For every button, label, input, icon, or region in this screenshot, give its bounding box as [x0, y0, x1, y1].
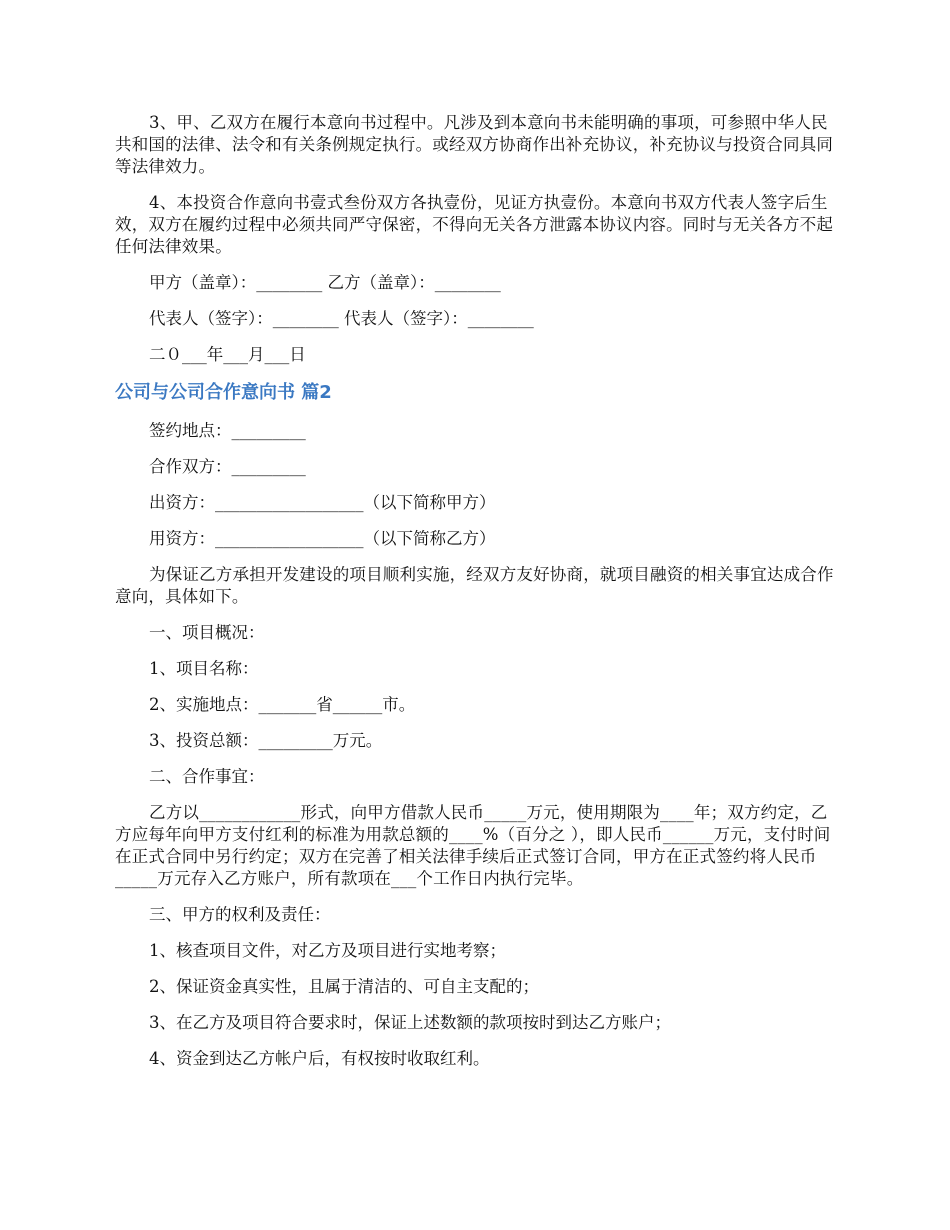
overview-heading: 一、项目概况：	[149, 623, 265, 642]
borrower-line: 用资方：__________________（以下简称乙方）	[149, 529, 496, 548]
intro-paragraph: 为保证乙方承担开发建设的项目顺利实施，经双方友好协商，就项目融资的相关事宜达成合作意向，具体如下。	[115, 565, 834, 606]
overview-item: 2、实施地点：_______省______市。	[149, 695, 416, 714]
rights-item: 3、在乙方及项目符合要求时，保证上述数额的款项按时到达乙方账户；	[149, 1013, 671, 1032]
rights-item: 4、资金到达乙方帐户后，有权按时收取红利。	[149, 1049, 490, 1068]
rights-heading: 三、甲方的权利及责任：	[149, 905, 331, 924]
matters-heading: 二、合作事宜：	[149, 767, 265, 786]
clause-4: 4、本投资合作意向书壹式叁份双方各执壹份，见证方执壹份。本意向书双方代表人签字后生效，双方在履约过程中必须共同严守保密，不得向无关各方泄露本协议内容。同时与无关各方不起任何法律效果。	[115, 193, 834, 256]
document-content	[115, 112, 835, 1084]
signature-line: 代表人（签字）：________ 代表人（签字）：________	[149, 309, 534, 328]
rights-item: 1、核查项目文件，对乙方及项目进行实地考察；	[149, 941, 506, 960]
matters-paragraph: 乙方以____________形式，向甲方借款人民币_____万元，使用期限为____年；双方约定，乙方应每年向甲方支付红利的标准为用款总额的____%（百分之 ），即人民币______万元，支付时间在正式合同中另行约定；双方在完善了相关法律手续后正式签订合同，甲方在正式签约将人民币_____万元存入乙方账户，所有款项在___个工作日内执行完毕。	[115, 803, 831, 888]
clause-3: 3、甲、乙双方在履行本意向书过程中。凡涉及到本意向书未能明确的事项，可参照中华人民共和国的法律、法令和有关条例规定执行。或经双方协商作出补充协议，补充协议与投资合同具同等法律效力。	[115, 113, 834, 176]
signing-place-line: 签约地点：_________	[149, 421, 306, 440]
overview-item: 3、投资总额：_________万元。	[149, 731, 383, 750]
date-line: 二０___年___月___日	[149, 345, 306, 364]
seal-line: 甲方（盖章）：________ 乙方（盖章）：________	[149, 273, 501, 292]
section-title: 公司与公司合作意向书 篇2	[115, 382, 332, 403]
rights-item: 2、保证资金真实性，且属于清洁的、可自主支配的；	[149, 977, 539, 996]
overview-item: 1、项目名称：	[149, 659, 259, 678]
parties-line: 合作双方：_________	[149, 457, 306, 476]
investor-line: 出资方：__________________（以下简称甲方）	[149, 493, 496, 512]
